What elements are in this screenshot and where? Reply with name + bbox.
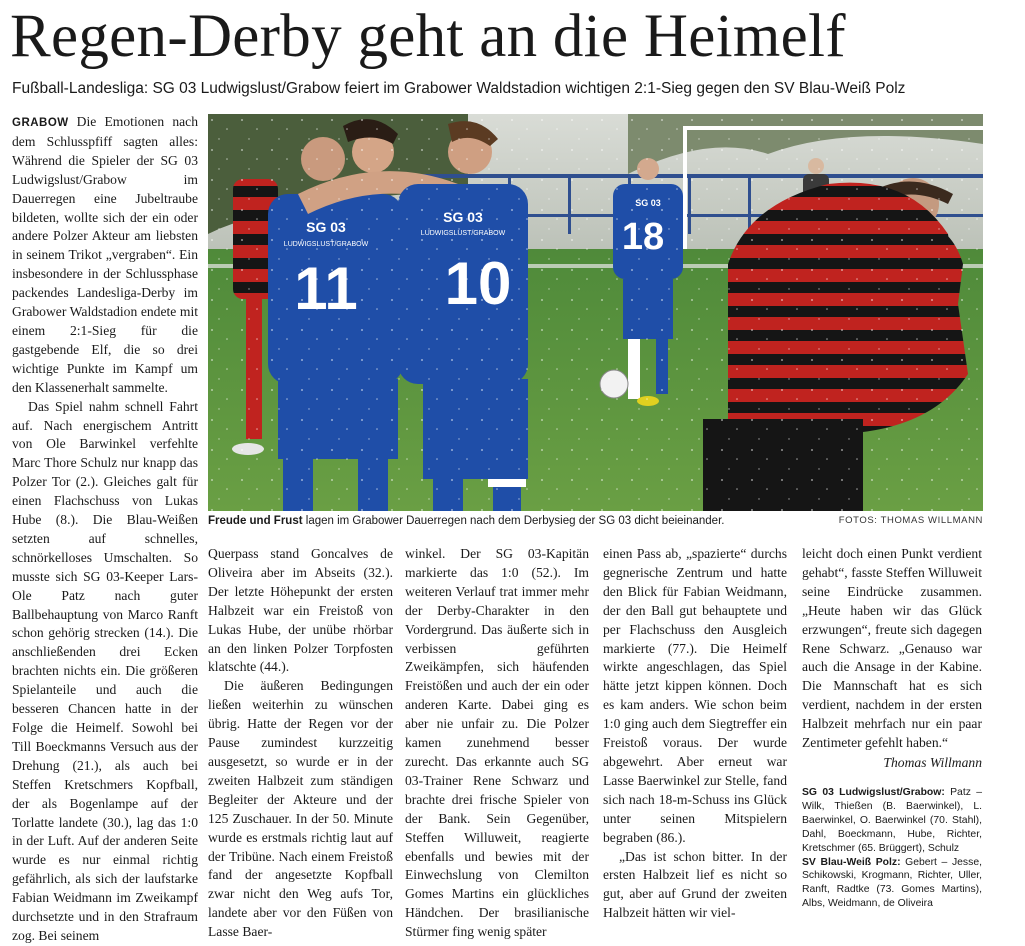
caption-text: lagen im Grabower Dauerregen nach dem Derbysieg der SG 03 dicht beieinander. [302, 515, 725, 527]
lineup-home-label: SG 03 Ludwigslust/Grabow: [802, 787, 945, 798]
subheadline: Fußball-Landesliga: SG 03 Ludwigslust/Grabow feiert im Grabower Waldstadion wichtigen 2:1-Sieg gegen den SV Blau-Weiß Polz [12, 80, 906, 97]
paragraph [12, 113, 198, 398]
photo-illustration [208, 114, 983, 511]
paragraph: „Das ist schon bitter. In der ersten Halbzeit lief es nicht so gut, aber auf Grund der zweiten Halbzeit hätten wir viel- [603, 848, 787, 921]
paragraph: Querpass stand Goncalves de Oliveira aber im Abseits (32.). Der letzte Höhepunkt der ersten Halbzeit war ein Freistoß von Lukas Hube, der unübe rhörbar an den linken Polzer Torpfosten klatschte (44.). [208, 546, 393, 675]
paragraph: leicht doch einen Punkt verdient gehabt“, fasste Steffen Willuweit seine Eindrücke zusammen. „Heute haben wir das Glück erzwungen“, freute sich dagegen Rene Schwarz. „Genauso war auch die Ansage in der Kabine. Die Mannschaft hat es sich verdient, nachdem in der ersten Halbzeit mehrfach nur ein paar Zentimeter gefehlt haben.“ [802, 546, 982, 751]
dateline: GRABOW [12, 117, 69, 129]
paragraph-text: Die Emotionen nach dem Schlusspfiff sagten alles: Während die Spieler der SG 03 Ludwigslust/Grabow im Dauerregen eine Jubeltraube bildeten, wollte sich der ein oder andere Polzer Akteur am liebsten in seinem Trikot „vergraben“. Ein insbesondere in der Schlussphase packendes Landesliga-Derby im Grabower Waldstadion endete mit einem 2:1-Sieg für die gastgebende Elf, die so drei wichtige Punkte im Kampf um den Klassenerhalt sammelte. [12, 114, 198, 395]
lineup-away [802, 856, 982, 912]
photo-credit: FOTOS: THOMAS WILLMANN [838, 515, 983, 526]
headline: Regen-Derby geht an die Heimelf [10, 3, 846, 70]
paragraph: Die äußeren Bedingungen ließen weiterhin zu wünschen übrig. Hatte der Regen vor der Pause zumindest kurzzeitig ausgesetzt, so wurde er in der zweiten Halbzeit zum ständigen Begleiter der Akteure und der 125 Zuschauer. In der 50. Minute wurde es erstmals richtig laut auf der Tribüne. Nach einem Freistoß fand der angesetzte Kopfball zwar nicht den Weg aufs Tor, landete aber vor den Füßen von Lasse Baer- [208, 678, 393, 940]
paragraph: winkel. Der SG 03-Kapitän markierte das 1:0 (52.). Im weiteren Verlauf trat immer mehr der Derby-Charakter in den Vordergrund. Das äußerte sich in verbissen geführten Zweikämpfen, sich häufenden Freistößen und auch der ein oder anderen Karte. Dabei ging es aber nie unfair zu. Die Polzer kamen zunehmend besser zurecht. Das erkannte auch SG 03-Trainer Rene Schwarz und brachte drei frische Spieler von der Bank. Sein Gegenüber, Steffen Willuweit, reagierte ebenfalls und bewies mit der Einwechslung von Clemilton Gomes Martins ein glückliches Händchen. Der brasilianische Stürmer fing wenig später [405, 546, 589, 940]
author-byline: Thomas Willmann [883, 754, 982, 770]
article-column-4 [603, 545, 787, 921]
photo-caption [208, 513, 983, 529]
lineup-away-players: Gebert – Jesse, Schikowski, Krogmann, Richter, Uller, Ranft, Radtke (73. Gomes Martins), Albs, Weidmann, de Oliveira [802, 856, 982, 910]
lineup-home [802, 786, 982, 856]
article-column-2 [208, 545, 393, 940]
match-photo [208, 114, 983, 511]
caption-lead: Freude und Frust [208, 515, 303, 527]
article-column-1 [12, 113, 198, 943]
paragraph: Das Spiel nahm schnell Fahrt auf. Nach energischem Antritt von Ole Barwinkel verfehlte Marc Thore Schulz nur knapp das Polzer Tor (2.). Gleiches galt für einen Flachschuss von Lukas Hube (8.). Die Blau-Weißen setzten auf schnelles, schnörkelloses Umschalten. So musste sich SG 03-Keeper Lars-Ole Patz nach guter Ballbehauptung von Marco Ranft schon gehörig strecken (14.). Die anschließenden drei Ecken brachten nichts ein. Die größeren Spielanteile und auch die besseren Chancen hatte in der Folge die Heimelf. Sowohl bei Till Boeckmanns Versuch aus der Drehung (21.), als auch bei Steffen Kretschmers Kopfball, der als Bogenlampe auf der Torlatte landete (30.), lag das 1:0 in der Luft. Auf der anderen Seite wurde es nur einmal richtig gefährlich, als sich der laufstarke Fabian Weidmann im Zweikampf durchsetzte und in den Strafraum zog. Bei seinem [12, 398, 198, 943]
article-column-5 [802, 545, 982, 783]
lineup-home-players: Patz – Wilk, Thießen (B. Baerwinkel), L. Baerwinkel, O. Baerwinkel (70. Stahl), Dahl, Boeckmann, Hube, Richter, Kretschmer (65. Brüggert), Schulz [802, 787, 982, 854]
team-lineups [802, 786, 982, 911]
article-column-3 [405, 545, 589, 940]
paragraph: einen Pass ab, „spazierte“ durchs gegnerische Zentrum und hatte den Blick für Fabian Weidmann, der den Ball gut behauptete und per Flachschuss den Ausgleich markierte (77.). Die Heimelf wirkte angeschlagen, das Spiel hätte jetzt kippen können. Doch es kam anders. Wie schon beim 1:0 ging auch dem Siegtreffer ein Freistoß voraus. Der wurde abgewehrt. Aber erneut war Lasse Baerwinkel zur Stelle, fand sich nach 18-m-Schuss ins Glück unter seinen Mitspielern begraben (86.). [603, 546, 787, 845]
lineup-away-label: SV Blau-Weiß Polz: [802, 856, 901, 868]
